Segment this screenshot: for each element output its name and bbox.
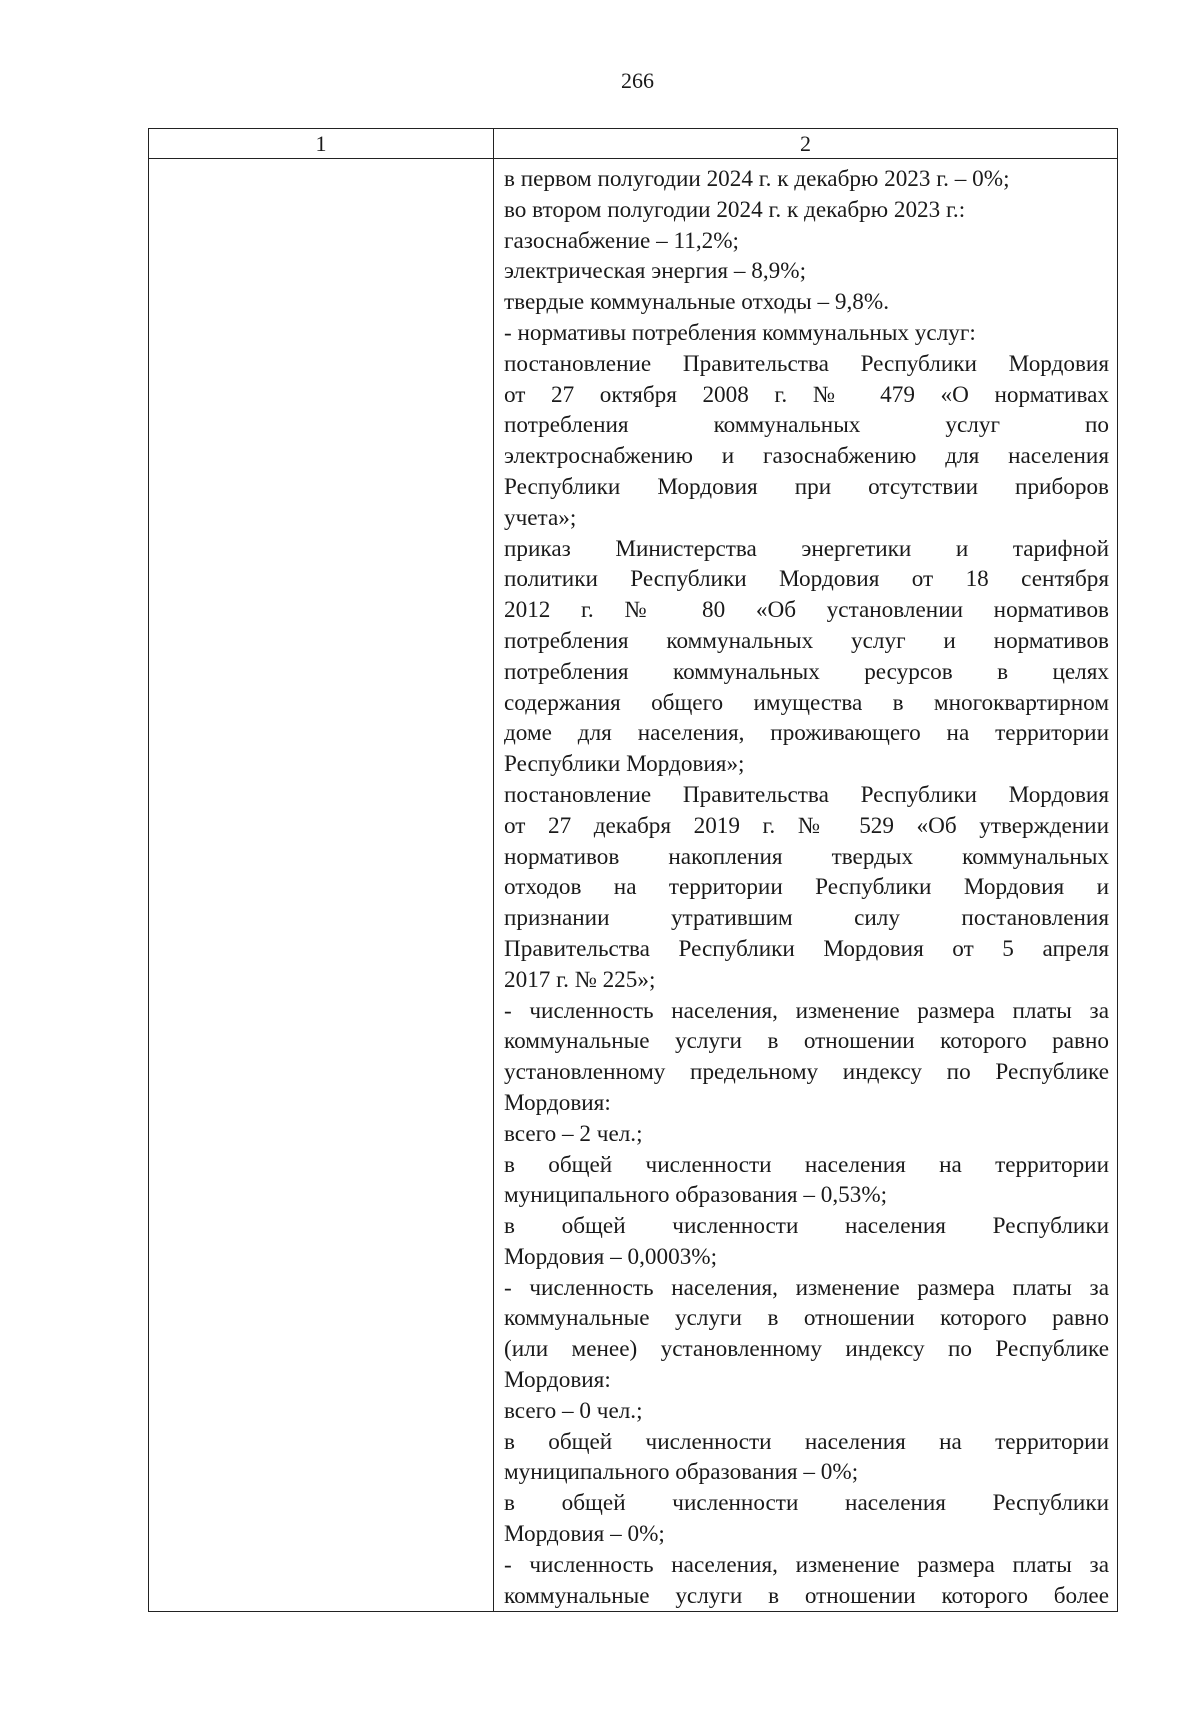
text-line: в общей численности населения на территории <box>504 1428 1109 1455</box>
text-line: потребления коммунальных услуг по <box>504 412 1109 439</box>
text-line: доме для населения, проживающего на территории <box>504 720 1109 747</box>
text-line: коммунальные услуги в отношении которого равно <box>504 1028 1109 1055</box>
text-line: электроснабжению и газоснабжению для населения <box>504 443 1109 470</box>
text-line: установленному предельному индексу по Республике <box>504 1059 1109 1086</box>
column-2-text <box>494 159 1117 1611</box>
column-2-header: 2 <box>494 129 1118 159</box>
text-line: во втором полугодии 2024 г. к декабрю 2023 г.: <box>504 196 966 223</box>
text-line: - нормативы потребления коммунальных услуг: <box>504 319 976 346</box>
text-line: электрическая энергия – 8,9%; <box>504 258 807 285</box>
text-line: 2017 г. № 225»; <box>504 966 656 993</box>
text-line: муниципального образования – 0,53%; <box>504 1182 888 1209</box>
column-2-cell <box>494 159 1118 1612</box>
text-line: от 27 декабря 2019 г. № 529 «Об утверждении <box>504 812 1109 839</box>
document-table <box>148 128 1118 1612</box>
text-line: газоснабжение – 11,2%; <box>504 227 739 254</box>
text-line: Республики Мордовия»; <box>504 751 745 778</box>
text-line: постановление Правительства Республики Мордовия <box>504 350 1109 377</box>
text-line: (или менее) установленному индексу по Республике <box>504 1336 1109 1363</box>
text-line: твердые коммунальные отходы – 9,8%. <box>504 289 890 316</box>
text-line: коммунальные услуги в отношении которого равно <box>504 1305 1109 1332</box>
text-line: в общей численности населения на территории <box>504 1151 1109 1178</box>
text-line: потребления коммунальных услуг и нормативов <box>504 627 1109 654</box>
text-line: всего – 2 чел.; <box>504 1120 643 1147</box>
text-line: Мордовия – 0%; <box>504 1521 665 1548</box>
column-1-cell <box>149 159 494 1612</box>
text-line: учета»; <box>504 504 577 531</box>
text-line: - численность населения, изменение размера платы за <box>504 1274 1109 1301</box>
text-line: отходов на территории Республики Мордовия и <box>504 874 1109 901</box>
text-line: всего – 0 чел.; <box>504 1397 643 1424</box>
text-line: признании утратившим силу постановления <box>504 905 1109 932</box>
text-line: приказ Министерства энергетики и тарифной <box>504 535 1109 562</box>
text-line: в первом полугодии 2024 г. к декабрю 2023 г. – 0%; <box>504 166 1010 192</box>
text-line: - численность населения, изменение размера платы за <box>504 997 1109 1024</box>
text-line: Правительства Республики Мордовия от 5 апреля <box>504 935 1109 962</box>
text-line: 2012 г. № 80 «Об установлении нормативов <box>504 597 1109 624</box>
text-line: в общей численности населения Республики <box>504 1213 1109 1240</box>
text-line: от 27 октября 2008 г. № 479 «О нормативах <box>504 381 1109 408</box>
text-line: Мордовия – 0,0003%; <box>504 1243 718 1270</box>
text-line: нормативов накопления твердых коммунальных <box>504 843 1109 870</box>
column-1-text <box>149 159 493 164</box>
table-header-row <box>149 129 1118 159</box>
table-row <box>149 159 1118 1612</box>
text-line: муниципального образования – 0%; <box>504 1459 859 1486</box>
column-1-header: 1 <box>149 129 494 159</box>
page-number: 266 <box>621 68 654 93</box>
text-line: содержания общего имущества в многоквартирном <box>504 689 1109 716</box>
text-line: постановление Правительства Республики Мордовия <box>504 781 1109 808</box>
text-line: Мордовия: <box>504 1367 611 1394</box>
text-line: в общей численности населения Республики <box>504 1490 1109 1517</box>
text-line: потребления коммунальных ресурсов в целях <box>504 658 1109 685</box>
text-line: коммунальные услуги в отношении которого более <box>504 1582 1109 1609</box>
text-line: Республики Мордовия при отсутствии приборов <box>504 473 1109 500</box>
text-line: Мордовия: <box>504 1089 611 1116</box>
text-line: политики Республики Мордовия от 18 сентября <box>504 566 1109 593</box>
text-line: - численность населения, изменение размера платы за <box>504 1551 1109 1578</box>
